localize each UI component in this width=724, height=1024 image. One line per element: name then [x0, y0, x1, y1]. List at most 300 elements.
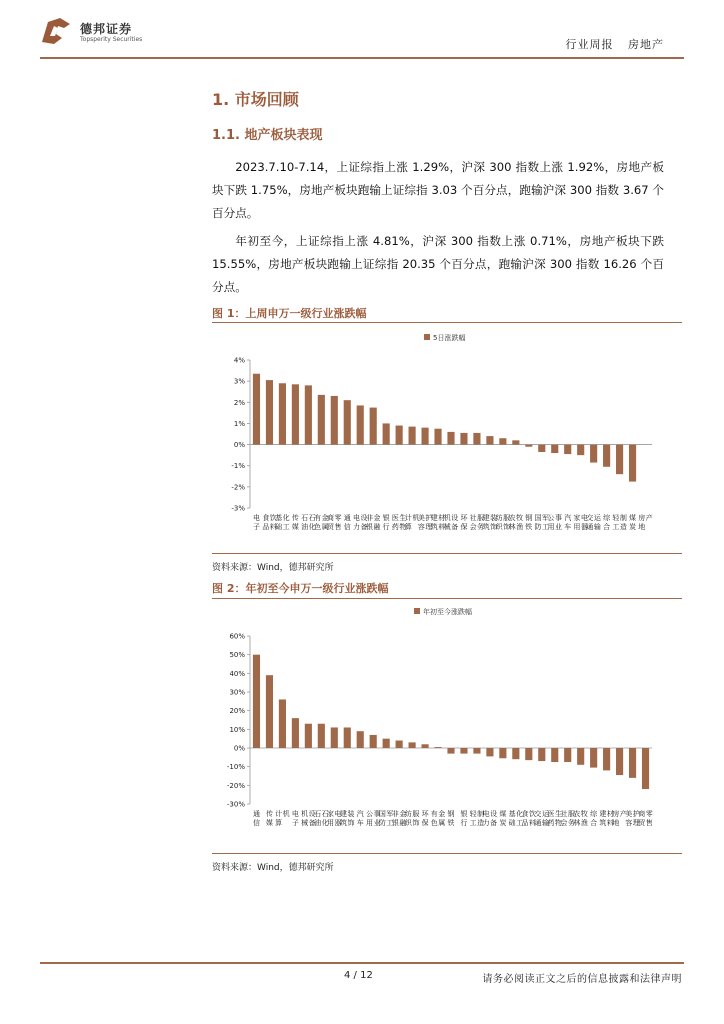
svg-text:材: 材 [438, 514, 446, 522]
chart2-bar [305, 724, 312, 748]
svg-text:属: 属 [321, 523, 329, 531]
chart2-y-tick-label: 0% [233, 744, 245, 753]
chart1-bar [279, 383, 286, 444]
chart2-bar [344, 727, 351, 748]
svg-text:化: 化 [282, 514, 290, 522]
figure1-title: 图 1：上周申万一级行业涨跌幅 [212, 307, 367, 320]
chart2-bar [253, 655, 260, 748]
svg-text:制: 制 [619, 514, 627, 522]
figure2-bottom-rule [212, 853, 682, 854]
svg-text:银: 银 [365, 523, 373, 531]
svg-text:家: 家 [327, 810, 335, 818]
svg-text:非: 非 [391, 810, 399, 818]
svg-text:饰: 饰 [503, 523, 511, 531]
chart1-bar [616, 445, 623, 475]
svg-text:公: 公 [547, 514, 555, 522]
svg-text:零: 零 [645, 810, 653, 818]
chart2-bar [486, 748, 493, 756]
chart2-category-label [638, 809, 653, 827]
svg-text:制: 制 [477, 810, 485, 818]
chart2-bar [447, 748, 454, 754]
svg-text:媒: 媒 [291, 523, 299, 531]
svg-text:医: 医 [547, 810, 555, 818]
svg-text:环: 环 [421, 810, 429, 818]
chart2-bar [473, 748, 480, 754]
chart1-y-tick-label: 1% [233, 419, 245, 428]
chart1-bar [421, 428, 428, 445]
svg-text:用: 用 [547, 523, 555, 531]
svg-text:备: 备 [360, 523, 368, 531]
chart1-y-tick-label: -2% [231, 483, 245, 492]
svg-text:输: 输 [542, 819, 550, 827]
chart1-bar [434, 429, 441, 445]
chart1-bar [383, 423, 390, 444]
chart1-y-tick-label: 3% [233, 377, 245, 386]
svg-text:纺: 纺 [495, 514, 503, 522]
svg-text:用: 用 [365, 819, 373, 827]
svg-text:事: 事 [373, 810, 381, 818]
svg-text:装: 装 [490, 514, 498, 522]
chart1-bar [473, 433, 480, 445]
svg-text:社: 社 [469, 514, 477, 522]
chart1-bar [577, 445, 584, 456]
svg-text:通: 通 [586, 523, 594, 531]
svg-text:护: 护 [425, 514, 433, 522]
svg-text:车: 车 [564, 523, 572, 531]
svg-text:食: 食 [262, 514, 270, 522]
chart2-bar [370, 735, 377, 748]
svg-text:建: 建 [482, 514, 490, 522]
svg-text:轻: 轻 [612, 514, 620, 522]
svg-text:地: 地 [638, 523, 646, 531]
chart2-legend-swatch [414, 608, 420, 614]
svg-text:油: 油 [301, 523, 309, 531]
svg-text:交: 交 [534, 810, 542, 818]
svg-text:务: 务 [567, 819, 575, 827]
svg-text:服: 服 [477, 514, 485, 522]
chart1-bar [629, 445, 636, 482]
svg-text:合: 合 [603, 523, 611, 531]
svg-text:林: 林 [508, 523, 516, 531]
svg-text:业: 业 [373, 819, 381, 827]
chart1-bar [460, 433, 467, 445]
svg-text:石: 石 [301, 514, 309, 522]
svg-text:有: 有 [430, 810, 438, 818]
chart2-y-tick-label: 50% [229, 651, 245, 660]
svg-text:军: 军 [542, 514, 550, 522]
chart2-bar [383, 739, 390, 748]
svg-text:煤: 煤 [499, 810, 507, 818]
chart2-legend-label: 年初至今涨跌幅 [423, 608, 472, 616]
svg-text:电: 电 [291, 810, 299, 818]
svg-text:工: 工 [282, 523, 290, 531]
svg-text:电: 电 [334, 810, 342, 818]
svg-text:医: 医 [391, 514, 399, 522]
svg-text:筑: 筑 [340, 819, 348, 827]
svg-text:汽: 汽 [356, 810, 364, 818]
header-meta [556, 36, 665, 52]
svg-text:子: 子 [252, 523, 260, 531]
svg-text:银: 银 [382, 514, 390, 522]
svg-text:商: 商 [638, 810, 646, 818]
svg-text:料: 料 [606, 819, 614, 827]
chart1-category-label [460, 514, 468, 531]
svg-text:房: 房 [638, 514, 646, 522]
svg-text:钢: 钢 [447, 810, 455, 818]
svg-text:通: 通 [534, 819, 542, 827]
chart2-bar [629, 748, 636, 778]
svg-text:用: 用 [573, 523, 581, 531]
figure2-title: 图 2：年初至今申万一级行业涨跌幅 [212, 582, 389, 595]
chart2-y-tick-label: 10% [229, 725, 245, 734]
chart2-bar [499, 748, 506, 758]
svg-text:设: 设 [490, 810, 498, 818]
svg-text:行: 行 [460, 819, 468, 827]
chart1-legend-label: 5日涨跌幅 [433, 334, 466, 342]
chart2-category-label [460, 809, 467, 827]
svg-text:饮: 饮 [529, 810, 537, 818]
chart1-bar [590, 445, 597, 463]
svg-text:国: 国 [378, 810, 386, 818]
chart1-category-label [253, 513, 260, 531]
svg-text:农: 农 [573, 810, 581, 818]
chart1-bar [512, 440, 519, 444]
chart2-bar [512, 748, 519, 759]
figure1-bottom-rule [212, 553, 682, 554]
svg-text:信: 信 [343, 523, 351, 531]
svg-text:容: 容 [625, 819, 633, 827]
figure1-top-rule [212, 322, 682, 323]
svg-text:用: 用 [327, 819, 335, 827]
svg-text:力: 力 [352, 523, 360, 531]
svg-text:家: 家 [573, 514, 581, 522]
chart1-y-tick-label: -3% [231, 504, 245, 513]
svg-text:化: 化 [516, 810, 524, 818]
svg-text:电: 电 [352, 514, 360, 522]
ytd-industry-chart [212, 602, 682, 850]
chart1-category-label [292, 513, 299, 531]
svg-text:铁: 铁 [525, 523, 533, 531]
chart1-bar [447, 432, 454, 445]
svg-text:生: 生 [554, 810, 562, 818]
chart1-y-tick-label: 2% [233, 398, 245, 407]
chart2-bar [396, 741, 403, 748]
chart2-y-tick-label: 30% [229, 688, 245, 697]
svg-text:商: 商 [327, 514, 335, 522]
chart2-bar [577, 748, 584, 765]
chart1-bar [253, 374, 260, 445]
chart2-category-label [340, 809, 355, 827]
paragraph-weekly: 2023.7.10-7.14，上证综指上涨 1.29%，沪深 300 指数上涨 1.92%，房地产板块下跌 1.75%，房地产板块跑输上证综指 3.03 个百分点，跑输沪深 300 指数 3.67 个百分点。 [212, 160, 664, 220]
chart1-bar [292, 384, 299, 444]
svg-text:煤: 煤 [629, 514, 637, 522]
svg-text:设: 设 [308, 810, 316, 818]
industry-name: 房地产 [628, 38, 664, 51]
svg-text:美: 美 [417, 514, 425, 522]
chart2-y-tick-label: -20% [226, 781, 245, 790]
svg-text:铁: 铁 [447, 819, 455, 827]
chart2-category-label [590, 809, 598, 827]
svg-text:汽: 汽 [564, 514, 572, 522]
svg-text:织: 织 [495, 523, 503, 531]
chart1-category-label [564, 513, 571, 531]
svg-text:渔: 渔 [516, 523, 524, 531]
figure2-top-rule [212, 598, 682, 599]
chart2-category-label [573, 809, 588, 827]
chart2-bar [616, 748, 623, 775]
svg-text:设: 设 [360, 514, 368, 522]
svg-text:机: 机 [412, 514, 420, 522]
svg-text:炭: 炭 [499, 819, 507, 827]
svg-text:纺: 纺 [404, 810, 412, 818]
chart1-category-label [603, 513, 611, 531]
chart2-category-label [448, 809, 455, 827]
chart2-bar [357, 731, 364, 748]
svg-text:渔: 渔 [580, 819, 588, 827]
chart2-bar [279, 699, 286, 748]
svg-text:军: 军 [386, 810, 394, 818]
svg-text:石: 石 [321, 810, 329, 818]
svg-text:属: 属 [438, 819, 446, 827]
svg-text:饰: 饰 [412, 819, 420, 827]
chart2-bar [642, 748, 649, 789]
svg-text:贸: 贸 [327, 523, 335, 531]
svg-text:会: 会 [469, 523, 477, 531]
svg-text:融: 融 [399, 819, 407, 827]
svg-text:国: 国 [534, 514, 542, 522]
svg-text:融: 融 [373, 523, 381, 531]
svg-text:计: 计 [275, 810, 283, 818]
chart2-bar [292, 718, 299, 748]
chart2-category-label [431, 809, 446, 827]
svg-text:美: 美 [625, 810, 633, 818]
svg-text:生: 生 [399, 514, 407, 522]
svg-text:务: 务 [477, 523, 485, 531]
chart1-bar [305, 385, 312, 444]
legal-disclaimer: 请务必阅读正文之后的信息披露和法律声明 [482, 974, 682, 985]
svg-text:社: 社 [560, 810, 568, 818]
svg-text:地: 地 [612, 819, 620, 827]
svg-text:业: 业 [554, 523, 562, 531]
chart1-category-label [509, 513, 524, 531]
svg-text:建: 建 [340, 810, 348, 818]
svg-text:非: 非 [365, 514, 373, 522]
svg-text:售: 售 [645, 819, 653, 827]
chart1-bar [318, 395, 325, 445]
chart2-bar [538, 748, 545, 761]
chart1-category-label [547, 513, 562, 531]
svg-text:计: 计 [404, 514, 412, 522]
svg-text:房: 房 [612, 810, 620, 818]
svg-text:服: 服 [503, 514, 511, 522]
chart1-y-tick-label: 0% [233, 441, 245, 450]
svg-text:牧: 牧 [580, 810, 588, 818]
svg-text:农: 农 [508, 514, 516, 522]
svg-text:化: 化 [321, 819, 329, 827]
chart2-bar [434, 747, 441, 748]
chart2-category-label [266, 809, 273, 827]
svg-text:饮: 饮 [269, 514, 277, 522]
svg-text:工: 工 [542, 523, 550, 531]
svg-text:造: 造 [477, 819, 485, 827]
chart2-y-tick-label: 40% [229, 669, 245, 678]
svg-text:通: 通 [252, 810, 260, 818]
svg-text:基: 基 [508, 810, 516, 818]
svg-text:零: 零 [334, 514, 342, 522]
svg-text:保: 保 [460, 523, 468, 531]
chart2-y-tick-label: 60% [229, 632, 245, 641]
svg-text:药: 药 [547, 819, 555, 827]
brand-logo [40, 16, 72, 46]
chart2-y-tick-label: -30% [226, 800, 245, 809]
chart2-category-label [275, 809, 290, 827]
chart2-category-label [253, 809, 260, 827]
svg-text:理: 理 [425, 523, 433, 531]
svg-text:械: 械 [301, 819, 309, 827]
svg-text:行: 行 [382, 523, 390, 531]
svg-text:筑: 筑 [430, 523, 438, 531]
svg-text:环: 环 [460, 514, 468, 522]
svg-text:品: 品 [521, 819, 529, 827]
svg-text:础: 础 [275, 523, 283, 531]
svg-text:有: 有 [314, 514, 322, 522]
svg-text:器: 器 [580, 523, 588, 531]
svg-text:料: 料 [438, 523, 446, 531]
svg-text:备: 备 [451, 523, 459, 531]
svg-text:算: 算 [404, 523, 412, 531]
chart2-bar [409, 742, 416, 748]
footer-divider [40, 962, 684, 964]
chart1-legend-swatch [424, 334, 430, 340]
svg-text:售: 售 [334, 523, 342, 531]
report-type: 行业周报 [565, 38, 614, 51]
chart2-bar [266, 675, 273, 748]
chart1-bar [370, 408, 377, 445]
svg-text:公: 公 [365, 810, 373, 818]
chart1-category-label [638, 513, 653, 531]
svg-text:运: 运 [593, 514, 601, 522]
svg-text:服: 服 [567, 810, 575, 818]
chart1-bar [603, 445, 610, 467]
chart1-bar [551, 445, 558, 453]
chart1-bar [331, 396, 338, 445]
chart2-category-label [499, 809, 506, 827]
svg-text:机: 机 [301, 810, 309, 818]
svg-text:传: 传 [291, 514, 299, 522]
svg-text:筑: 筑 [599, 819, 607, 827]
svg-text:筑: 筑 [482, 523, 490, 531]
chart2-bar [421, 744, 428, 748]
svg-text:林: 林 [573, 819, 581, 827]
svg-text:石: 石 [308, 514, 316, 522]
svg-text:备: 备 [308, 819, 316, 827]
svg-text:电: 电 [580, 514, 588, 522]
chart1-category-label [383, 513, 390, 531]
svg-text:综: 综 [590, 810, 598, 818]
svg-text:械: 械 [443, 523, 451, 531]
chart1-legend [424, 333, 465, 342]
svg-text:保: 保 [421, 819, 429, 827]
svg-text:通: 通 [343, 514, 351, 522]
svg-text:饰: 饰 [490, 523, 498, 531]
svg-text:材: 材 [606, 810, 614, 818]
chart2-bar [564, 748, 571, 762]
chart2-bar [331, 727, 338, 748]
svg-text:服: 服 [412, 810, 420, 818]
svg-text:机: 机 [443, 514, 451, 522]
svg-text:食: 食 [521, 810, 529, 818]
svg-text:工: 工 [469, 819, 477, 827]
figure1-source: 资料来源：Wind，德邦研究所 [212, 563, 334, 573]
chart2-bar [460, 748, 467, 754]
svg-text:物: 物 [554, 819, 562, 827]
svg-text:化: 化 [308, 523, 316, 531]
figure2-source: 资料来源：Wind，德邦研究所 [212, 863, 334, 873]
svg-text:轻: 轻 [469, 810, 477, 818]
chart1-category-label [366, 513, 382, 531]
chart1-category-label [344, 513, 351, 531]
svg-text:建: 建 [599, 810, 607, 818]
svg-text:金: 金 [399, 810, 407, 818]
svg-text:容: 容 [417, 523, 425, 531]
svg-text:算: 算 [275, 819, 283, 827]
svg-text:炭: 炭 [629, 523, 637, 531]
weekly-industry-chart [212, 325, 682, 550]
chart2-legend [414, 607, 472, 616]
svg-text:合: 合 [590, 819, 598, 827]
chart1-y-tick-label: 4% [233, 356, 245, 365]
svg-text:工: 工 [516, 819, 524, 827]
chart1-category-label [525, 513, 532, 531]
svg-text:传: 传 [265, 810, 273, 818]
chart1-bar [357, 405, 364, 444]
svg-text:工: 工 [612, 523, 620, 531]
svg-text:机: 机 [282, 810, 290, 818]
chart1-category-label [612, 513, 627, 531]
svg-text:品: 品 [262, 523, 270, 531]
svg-text:媒: 媒 [265, 819, 273, 827]
section-title: 1. 市场回顾 [212, 90, 299, 109]
chart2-category-label [292, 809, 299, 827]
svg-text:药: 药 [391, 523, 399, 531]
chart2-category-label [483, 809, 498, 827]
svg-text:金: 金 [438, 810, 446, 818]
svg-text:产: 产 [645, 514, 653, 522]
chart1-bar [564, 445, 571, 455]
svg-text:织: 织 [404, 819, 412, 827]
svg-text:综: 综 [603, 514, 611, 522]
chart2-bar [590, 748, 597, 768]
paragraph-ytd: 年初至今，上证综指上涨 4.81%，沪深 300 指数上涨 0.71%，房地产板块下跌 15.55%，房地产板块跑输上证综指 20.35 个百分点，跑输沪深 300 指数 16.26 个百分点。 [212, 234, 664, 294]
chart1-bar [266, 380, 273, 444]
header-divider [40, 57, 684, 59]
svg-text:子: 子 [291, 819, 299, 827]
brand-name-cn: 德邦证券 [80, 22, 133, 36]
svg-text:护: 护 [632, 810, 640, 818]
chart1-bar [344, 400, 351, 444]
svg-text:交: 交 [586, 514, 594, 522]
chart1-bar [538, 445, 545, 452]
svg-text:电: 电 [252, 514, 260, 522]
chart1-y-tick-label: -1% [231, 462, 245, 471]
svg-text:器: 器 [334, 819, 342, 827]
svg-text:钢: 钢 [525, 514, 533, 522]
svg-text:基: 基 [275, 514, 283, 522]
chart2-category-label [422, 810, 430, 827]
svg-text:色: 色 [314, 523, 322, 531]
chart2-bar [318, 724, 325, 748]
svg-text:车: 车 [356, 819, 364, 827]
